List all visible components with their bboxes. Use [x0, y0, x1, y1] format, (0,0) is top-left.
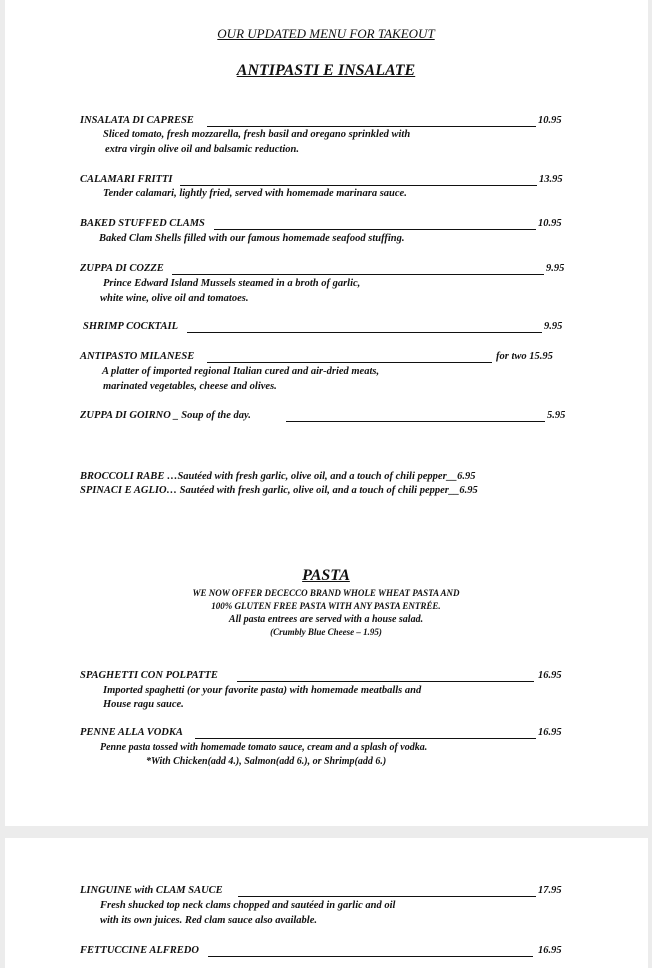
item-description: Fresh shucked top neck clams chopped and sautéed in garlic and oil — [100, 900, 396, 911]
item-price: 16.95 — [538, 670, 562, 681]
item-description: Penne pasta tossed with homemade tomato sauce, cream and a splash of vodka. — [100, 742, 428, 753]
pasta-note: (Crumbly Blue Cheese – 1.95) — [270, 627, 382, 637]
pasta-note: WE NOW OFFER DECECCO BRAND WHOLE WHEAT PASTA AND — [192, 588, 460, 598]
pasta-note: 100% GLUTEN FREE PASTA WITH ANY PASTA ENTRÉE. — [211, 601, 441, 611]
item-name: INSALATA DI CAPRESE — [80, 115, 194, 126]
dotted-leader — [237, 681, 534, 682]
item-price: 17.95 — [538, 885, 562, 896]
item-price: 9.95 — [544, 321, 563, 332]
item-description: Imported spaghetti (or your favorite pasta) with homemade meatballs and — [103, 685, 422, 696]
item-description: with its own juices. Red clam sauce also available. — [100, 915, 318, 926]
item-name: ZUPPA DI GOIRNO _ Soup of the day. — [80, 410, 251, 421]
dotted-leader — [172, 274, 544, 275]
item-name: LINGUINE with CLAM SAUCE — [80, 885, 223, 896]
item-name: FETTUCCINE ALFREDO — [80, 945, 199, 956]
item-name: PENNE ALLA VODKA — [80, 727, 183, 738]
section-title-pasta: PASTA — [302, 567, 350, 584]
item-name: ZUPPA DI COZZE — [80, 263, 164, 274]
side-dish: BROCCOLI RABE …Sautéed with fresh garlic, olive oil, and a touch of chili pepper__6.95 — [80, 471, 476, 482]
dotted-leader — [214, 229, 536, 230]
side-dish: SPINACI E AGLIO… Sautéed with fresh garlic, olive oil, and a touch of chili pepper__6.95 — [80, 485, 478, 496]
item-price: 13.95 — [539, 174, 563, 185]
pasta-note: All pasta entrees are served with a house salad. — [228, 614, 424, 625]
dotted-leader — [195, 738, 536, 739]
item-price: for two 15.95 — [496, 351, 553, 362]
item-description: A platter of imported regional Italian cured and air-dried meats, — [102, 366, 380, 377]
item-name: ANTIPASTO MILANESE — [80, 351, 195, 362]
item-price: 10.95 — [538, 115, 562, 126]
item-description: extra virgin olive oil and balsamic reduction. — [105, 144, 299, 155]
item-description: House ragu sauce. — [103, 699, 184, 710]
item-description: white wine, olive oil and tomatoes. — [100, 293, 249, 304]
item-price: 10.95 — [538, 218, 562, 229]
item-description: Prince Edward Island Mussels steamed in a broth of garlic, — [103, 278, 361, 289]
dotted-leader — [207, 126, 536, 127]
item-description: Baked Clam Shells filled with our famous homemade seafood stuffing. — [99, 233, 405, 244]
dotted-leader — [180, 185, 537, 186]
item-price: 16.95 — [538, 727, 562, 738]
section-title-antipasti: ANTIPASTI E INSALATE — [236, 62, 416, 79]
item-price: 9.95 — [546, 263, 565, 274]
dotted-leader — [207, 362, 492, 363]
menu-heading: OUR UPDATED MENU FOR TAKEOUT — [217, 26, 435, 41]
item-description: Sliced tomato, fresh mozzarella, fresh basil and oregano sprinkled with — [103, 129, 411, 140]
item-name: SHRIMP COCKTAIL — [83, 321, 179, 332]
item-price: 5.95 — [547, 410, 566, 421]
item-price: 16.95 — [538, 945, 562, 956]
item-description: marinated vegetables, cheese and olives. — [103, 381, 277, 392]
item-description: *With Chicken(add 4.), Salmon(add 6.), or Shrimp(add 6.) — [146, 756, 387, 767]
item-name: BAKED STUFFED CLAMS — [80, 218, 205, 229]
item-name: CALAMARI FRITTI — [80, 174, 173, 185]
dotted-leader — [286, 421, 545, 422]
dotted-leader — [208, 956, 533, 957]
item-description: Tender calamari, lightly fried, served with homemade marinara sauce. — [103, 188, 407, 199]
dotted-leader — [187, 332, 542, 333]
dotted-leader — [238, 896, 536, 897]
item-name: SPAGHETTI CON POLPATTE — [80, 670, 218, 681]
